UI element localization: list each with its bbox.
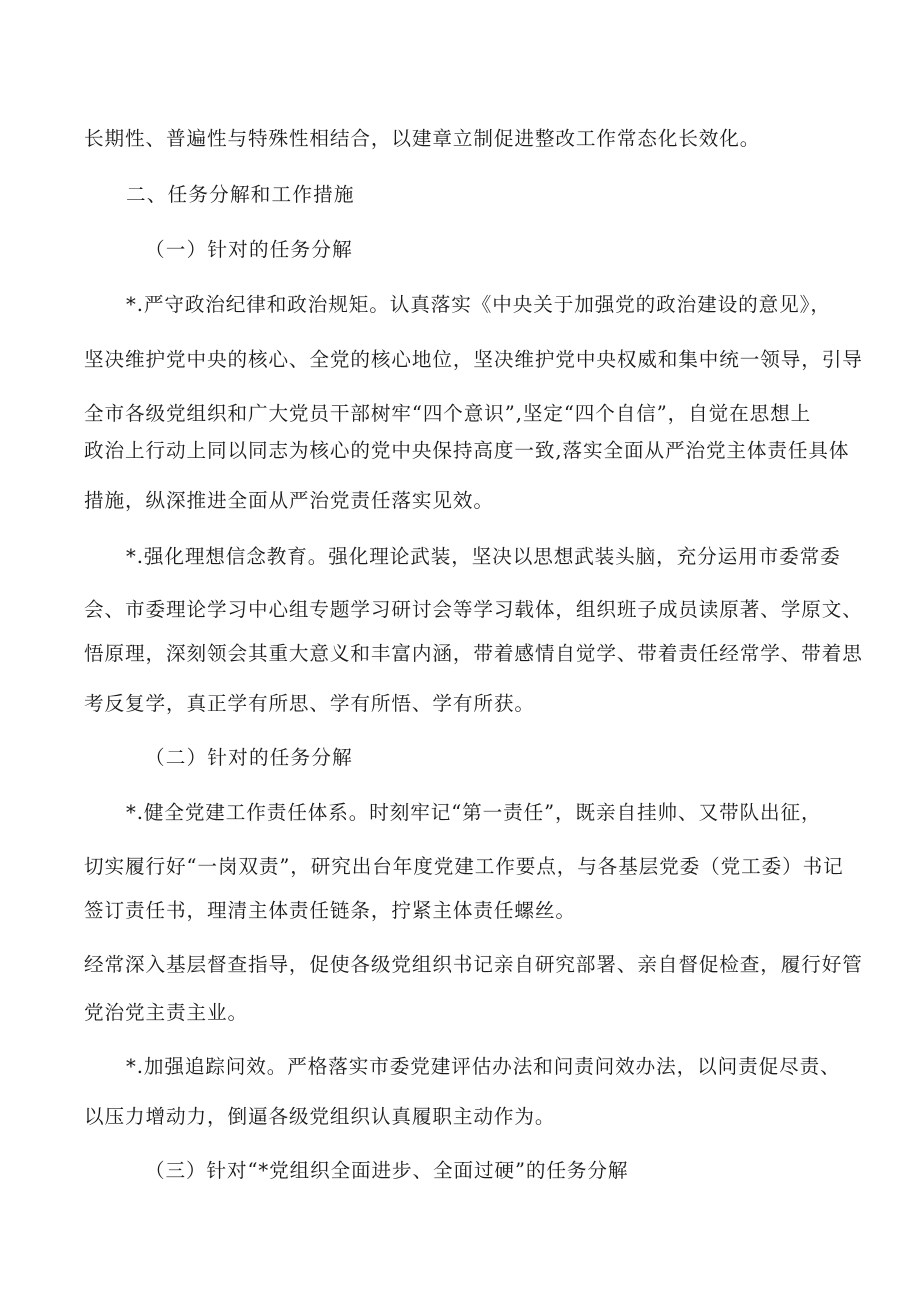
body-text-line: 经常深入基层督查指导，促使各级党组织书记亲自研究部署、亲自督促检查，履行好管 (84, 953, 863, 976)
subsection-heading: （三）针对“*党组织全面进步、全面过硬”的任务分解 (145, 1159, 629, 1182)
body-text-line: 坚决维护党中央的核心、全党的核心地位，坚决维护党中央权威和集中统一领导，引导 (84, 348, 863, 371)
body-text-line: 签订责任书，理清主体责任链条，拧紧主体责任螺丝。 (84, 899, 576, 922)
body-text-line: *.强化理想信念教育。强化理论武装，坚决以思想武装头脑，充分运用市委常委 (126, 545, 841, 568)
body-text-line: 以压力增动力，倒逼各级党组织认真履职主动作为。 (84, 1105, 556, 1128)
body-text-line: 党治党主责主业。 (84, 1001, 248, 1024)
body-text-line: 会、市委理论学习中心组专题学习研讨会等学习载体，组织班子成员读原著、学原文、 (84, 598, 863, 621)
body-text-line: 悟原理，深刻领会其重大意义和丰富内涵，带着感情自觉学、带着责任经常学、带着思 (84, 642, 863, 665)
subsection-heading: （一）针对的任务分解 (145, 238, 353, 261)
body-text-line: 切实履行好“一岗双责”，研究出台年度党建工作要点，与各基层党委（党工委）书记 (84, 855, 844, 878)
subsection-heading: （二）针对的任务分解 (145, 746, 353, 769)
body-text-line: 全市各级党组织和广大党员干部树牢“四个意识”,坚定“四个自信”，自觉在思想上 (84, 402, 812, 425)
body-text-line: *.加强追踪问效。严格落实市委党建评估办法和问责问效办法，以问责促尽责、 (126, 1055, 841, 1078)
body-text-line: 政治上行动上同以同志为核心的党中央保持高度一致,落实全面从严治党主体责任具体 (84, 439, 850, 462)
body-text-line: 长期性、普遍性与特殊性相结合，以建章立制促进整改工作常态化长效化。 (84, 127, 761, 150)
body-text-line: 措施，纵深推进全面从严治党责任落实见效。 (84, 489, 494, 512)
body-text-line: *.严守政治纪律和政治规矩。认真落实《中央关于加强党的政治建设的意见》， (126, 293, 831, 316)
body-text-line: 考反复学，真正学有所思、学有所悟、学有所获。 (84, 692, 535, 715)
section-heading: 二、任务分解和工作措施 (126, 183, 355, 206)
body-text-line: *.健全党建工作责任体系。时刻牢记“第一责任”，既亲自挂帅、又带队出征， (126, 801, 822, 824)
